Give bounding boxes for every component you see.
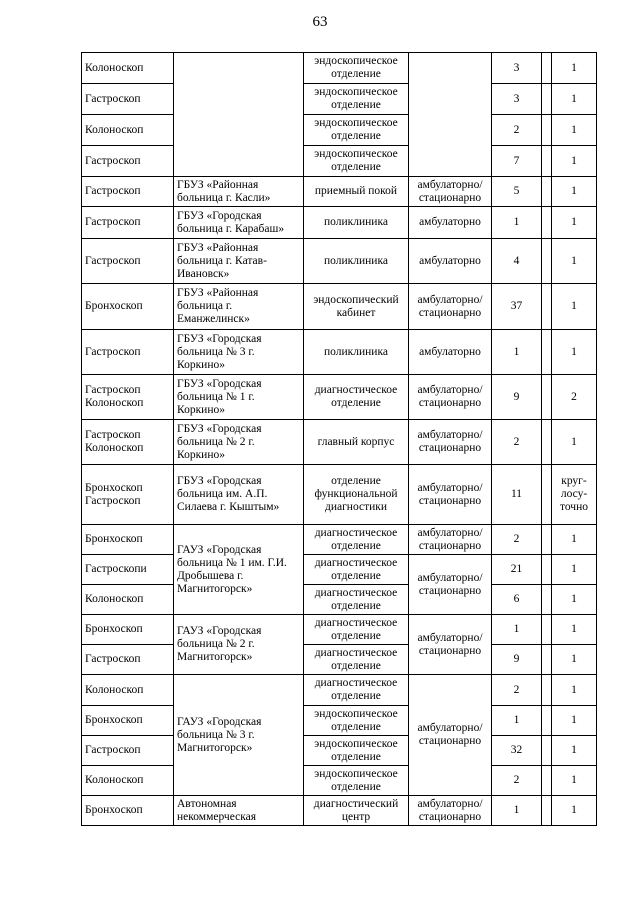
- device-cell: Гастроскоп: [82, 239, 174, 284]
- column-gap: [542, 615, 552, 645]
- shift-cell: 1: [552, 706, 597, 736]
- device-cell: Гастроскоп: [82, 84, 174, 115]
- organization-cell: ГАУЗ «Городская больница № 1 им. Г.И. Дробышева г. Магнитогорск»: [174, 525, 304, 615]
- table-row: [82, 645, 597, 675]
- column-gap: [542, 177, 552, 207]
- mode-cell: амбулаторно: [409, 330, 492, 375]
- organization-cell: Автономная некоммерческая: [174, 796, 304, 826]
- column-gap: [542, 645, 552, 675]
- department-cell: эндоскопическое отделение: [304, 115, 409, 146]
- table-row: [82, 465, 597, 525]
- table-row: [82, 706, 597, 736]
- department-cell: эндоскопическое отделение: [304, 706, 409, 736]
- count-cell: 9: [492, 375, 542, 420]
- column-gap: [542, 207, 552, 239]
- department-cell: эндоскопическое отделение: [304, 736, 409, 766]
- device-cell: Бронхоскоп Гастроскоп: [82, 465, 174, 525]
- table-row: [82, 239, 597, 284]
- column-gap: [542, 375, 552, 420]
- department-cell: эндоскопический кабинет: [304, 284, 409, 330]
- device-cell: Колоноскоп: [82, 585, 174, 615]
- column-gap: [542, 736, 552, 766]
- mode-cell: амбулаторно/ стационарно: [409, 615, 492, 675]
- department-cell: отделение функциональной диагностики: [304, 465, 409, 525]
- device-cell: Бронхоскоп: [82, 796, 174, 826]
- device-cell: Гастроскоп Колоноскоп: [82, 375, 174, 420]
- shift-cell: 1: [552, 330, 597, 375]
- count-cell: 2: [492, 766, 542, 796]
- department-cell: главный корпус: [304, 420, 409, 465]
- organization-cell: [174, 53, 304, 177]
- department-cell: диагностическое отделение: [304, 615, 409, 645]
- device-cell: Гастроскоп: [82, 645, 174, 675]
- department-cell: диагностическое отделение: [304, 675, 409, 706]
- shift-cell: 1: [552, 555, 597, 585]
- organization-cell: ГАУЗ «Городская больница № 3 г. Магнитогорск»: [174, 675, 304, 796]
- table-row: [82, 736, 597, 766]
- shift-cell: 1: [552, 115, 597, 146]
- department-cell: эндоскопическое отделение: [304, 84, 409, 115]
- shift-cell: 1: [552, 585, 597, 615]
- device-cell: Бронхоскоп: [82, 284, 174, 330]
- table-row: [82, 177, 597, 207]
- count-cell: 5: [492, 177, 542, 207]
- column-gap: [542, 330, 552, 375]
- shift-cell: 1: [552, 645, 597, 675]
- count-cell: 2: [492, 420, 542, 465]
- department-cell: поликлиника: [304, 239, 409, 284]
- device-cell: Гастроскопи: [82, 555, 174, 585]
- table-row: [82, 585, 597, 615]
- table-row: [82, 375, 597, 420]
- shift-cell: 1: [552, 615, 597, 645]
- device-cell: Гастроскоп: [82, 207, 174, 239]
- shift-cell: 1: [552, 525, 597, 555]
- organization-cell: ГБУЗ «Районная больница г. Катав-Ивановск»: [174, 239, 304, 284]
- count-cell: 6: [492, 585, 542, 615]
- department-cell: диагностическое отделение: [304, 585, 409, 615]
- count-cell: 7: [492, 146, 542, 177]
- department-cell: приемный покой: [304, 177, 409, 207]
- column-gap: [542, 585, 552, 615]
- count-cell: 1: [492, 706, 542, 736]
- organization-cell: ГБУЗ «Районная больница г. Еманжелинск»: [174, 284, 304, 330]
- organization-cell: ГБУЗ «Городская больница № 1 г. Коркино»: [174, 375, 304, 420]
- mode-cell: амбулаторно/ стационарно: [409, 375, 492, 420]
- department-cell: диагностическое отделение: [304, 645, 409, 675]
- count-cell: 2: [492, 115, 542, 146]
- column-gap: [542, 555, 552, 585]
- table-row: [82, 675, 597, 706]
- table-row: [82, 284, 597, 330]
- department-cell: диагностическое отделение: [304, 375, 409, 420]
- table-row: [82, 420, 597, 465]
- shift-cell: 1: [552, 207, 597, 239]
- organization-cell: ГБУЗ «Районная больница г. Касли»: [174, 177, 304, 207]
- organization-cell: ГБУЗ «Городская больница им. А.П. Силаева г. Кыштым»: [174, 465, 304, 525]
- shift-cell: 1: [552, 239, 597, 284]
- department-cell: диагностическое отделение: [304, 555, 409, 585]
- mode-cell: амбулаторно/ стационарно: [409, 420, 492, 465]
- department-cell: поликлиника: [304, 207, 409, 239]
- column-gap: [542, 84, 552, 115]
- count-cell: 37: [492, 284, 542, 330]
- count-cell: 32: [492, 736, 542, 766]
- count-cell: 3: [492, 84, 542, 115]
- shift-cell: 1: [552, 177, 597, 207]
- table-row: [82, 207, 597, 239]
- column-gap: [542, 53, 552, 84]
- organization-cell: ГБУЗ «Городская больница г. Карабаш»: [174, 207, 304, 239]
- shift-cell: 2: [552, 375, 597, 420]
- column-gap: [542, 525, 552, 555]
- count-cell: 1: [492, 796, 542, 826]
- table-row: [82, 796, 597, 826]
- shift-cell: круг-лосу-точно: [552, 465, 597, 525]
- count-cell: 21: [492, 555, 542, 585]
- mode-cell: [409, 53, 492, 177]
- device-cell: Гастроскоп Колоноскоп: [82, 420, 174, 465]
- column-gap: [542, 796, 552, 826]
- device-cell: Бронхоскоп: [82, 615, 174, 645]
- column-gap: [542, 675, 552, 706]
- device-cell: Гастроскоп: [82, 330, 174, 375]
- shift-cell: 1: [552, 53, 597, 84]
- mode-cell: амбулаторно/ стационарно: [409, 675, 492, 796]
- shift-cell: 1: [552, 420, 597, 465]
- page-number: 63: [312, 14, 328, 30]
- count-cell: 2: [492, 675, 542, 706]
- device-cell: Гастроскоп: [82, 177, 174, 207]
- department-cell: поликлиника: [304, 330, 409, 375]
- column-gap: [542, 420, 552, 465]
- organization-cell: ГАУЗ «Городская больница № 2 г. Магнитогорск»: [174, 615, 304, 675]
- organization-cell: ГБУЗ «Городская больница № 3 г. Коркино»: [174, 330, 304, 375]
- department-cell: диагностический центр: [304, 796, 409, 826]
- table-row: [82, 115, 597, 146]
- count-cell: 4: [492, 239, 542, 284]
- table-row: [82, 615, 597, 645]
- count-cell: 1: [492, 330, 542, 375]
- mode-cell: амбулаторно/ стационарно: [409, 284, 492, 330]
- department-cell: эндоскопическое отделение: [304, 766, 409, 796]
- device-cell: Колоноскоп: [82, 53, 174, 84]
- shift-cell: 1: [552, 284, 597, 330]
- department-cell: эндоскопическое отделение: [304, 53, 409, 84]
- department-cell: эндоскопическое отделение: [304, 146, 409, 177]
- mode-cell: амбулаторно: [409, 207, 492, 239]
- shift-cell: 1: [552, 736, 597, 766]
- column-gap: [542, 146, 552, 177]
- count-cell: 3: [492, 53, 542, 84]
- table-row: [82, 555, 597, 585]
- shift-cell: 1: [552, 675, 597, 706]
- count-cell: 1: [492, 207, 542, 239]
- table-row: [82, 766, 597, 796]
- organization-cell: ГБУЗ «Городская больница № 2 г. Коркино»: [174, 420, 304, 465]
- mode-cell: амбулаторно/ стационарно: [409, 465, 492, 525]
- column-gap: [542, 284, 552, 330]
- shift-cell: 1: [552, 146, 597, 177]
- mode-cell: амбулаторно/ стационарно: [409, 177, 492, 207]
- table-row: [82, 53, 597, 84]
- count-cell: 2: [492, 525, 542, 555]
- column-gap: [542, 706, 552, 736]
- column-gap: [542, 465, 552, 525]
- count-cell: 11: [492, 465, 542, 525]
- mode-cell: амбулаторно/ стационарно: [409, 796, 492, 826]
- department-cell: диагностическое отделение: [304, 525, 409, 555]
- shift-cell: 1: [552, 766, 597, 796]
- column-gap: [542, 766, 552, 796]
- device-cell: Колоноскоп: [82, 115, 174, 146]
- table-row: [82, 330, 597, 375]
- device-cell: Бронхоскоп: [82, 706, 174, 736]
- device-cell: Колоноскоп: [82, 675, 174, 706]
- table-row: [82, 84, 597, 115]
- column-gap: [542, 115, 552, 146]
- device-cell: Гастроскоп: [82, 146, 174, 177]
- mode-cell: амбулаторно/ стационарно: [409, 525, 492, 555]
- shift-cell: 1: [552, 84, 597, 115]
- mode-cell: амбулаторно/ стационарно: [409, 555, 492, 615]
- device-cell: Бронхоскоп: [82, 525, 174, 555]
- count-cell: 1: [492, 615, 542, 645]
- equipment-table: [81, 52, 597, 826]
- shift-cell: 1: [552, 796, 597, 826]
- table-row: [82, 525, 597, 555]
- device-cell: Колоноскоп: [82, 766, 174, 796]
- table-row: [82, 146, 597, 177]
- device-cell: Гастроскоп: [82, 736, 174, 766]
- count-cell: 9: [492, 645, 542, 675]
- mode-cell: амбулаторно: [409, 239, 492, 284]
- column-gap: [542, 239, 552, 284]
